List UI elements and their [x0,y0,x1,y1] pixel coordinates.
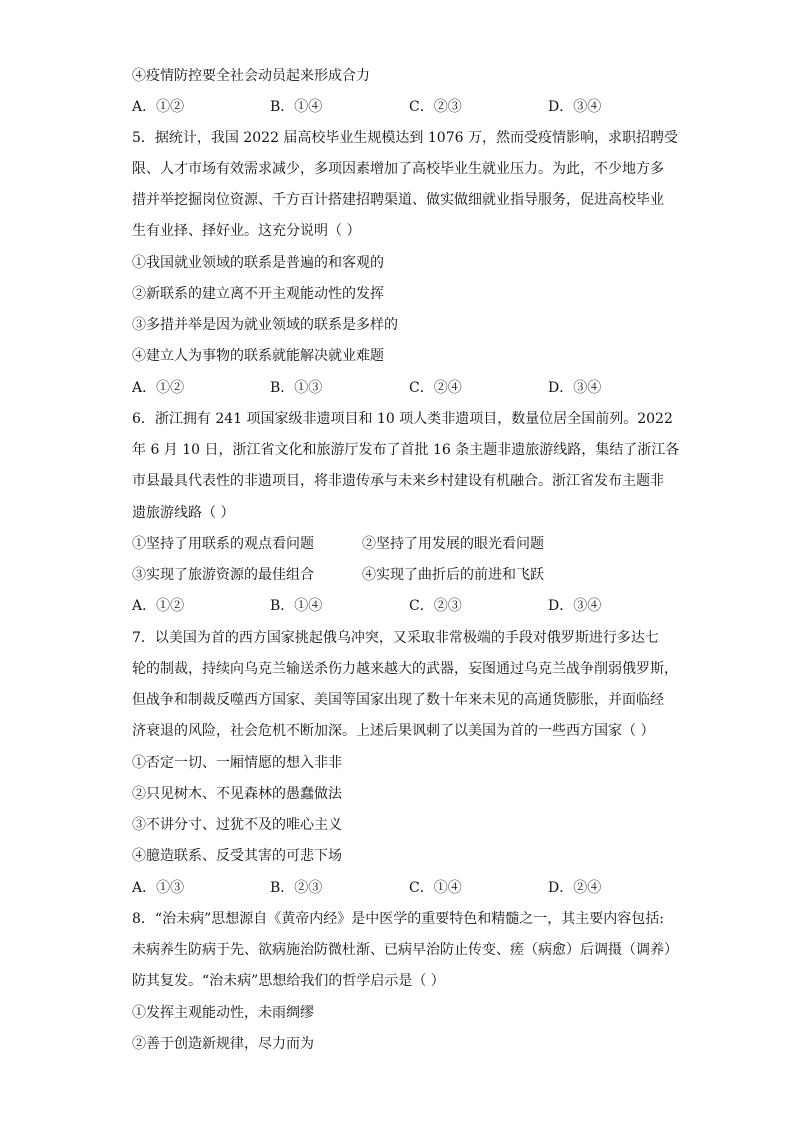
q7-item-2: ②只见树木、不见森林的愚蠢做法 [132,786,342,802]
q7-stem-line-3: 但战争和制裁反噬西方国家、美国等国家出现了数十年来未见的高通货膨胀，并面临经 [132,692,664,708]
q6-stem-line-2: 年 6 月 10 日，浙江省文化和旅游厅发布了首批 16 条主题非遗旅游线路，集结了浙江各 [132,442,680,458]
q7-option-b: B．②③ [270,880,323,896]
q6-item-1: ①坚持了用联系的观点看问题 [132,536,314,552]
q4-option-c: C．②③ [409,99,462,115]
q6-items-row-2 [132,565,672,585]
q5-option-c: C．②④ [409,380,462,396]
q7-item-1: ①否定一切、一厢情愿的想入非非 [132,755,342,771]
q4-options [132,97,672,117]
q8-stem-line-2: 未病养生防病于先、欲病施治防微杜渐、已病早治防止传变、瘥（病愈）后调摄（调养） [132,942,678,958]
q6-stem-line-3: 市县最具代表性的非遗项目，将非遗传承与未来乡村建设有机融合。浙江省发布主题非 [132,473,664,489]
q8-item-1: ①发挥主观能动性，未雨绸缪 [132,1005,314,1021]
q4-option-d: D．③④ [548,99,602,115]
q6-stem-line-1: 6．浙江拥有 241 项国家级非遗项目和 10 项人类非遗项目，数量位居全国前列。2022 [132,411,673,427]
q7-option-a: A．①③ [132,880,185,896]
q7-option-d: D．②④ [548,880,602,896]
q5-item-2: ②新联系的建立离不开主观能动性的发挥 [132,286,384,302]
q5-item-1: ①我国就业领域的联系是普遍的和客观的 [132,255,384,271]
q6-item-4: ④实现了曲折后的前进和飞跃 [362,567,544,583]
q6-option-d: D．③④ [548,598,602,614]
q5-stem-line-4: 生有业择、择好业。这充分说明（ ） [132,223,361,239]
q7-options [132,878,672,898]
q6-option-b: B．①④ [270,598,323,614]
q5-option-d: D．③④ [548,380,602,396]
q7-stem-line-4: 济衰退的风险，社会危机不断加深。上述后果讽刺了以美国为首的一些西方国家（ ） [132,723,655,739]
q5-stem-line-3: 措并举挖掘岗位资源、千方百计搭建招聘渠道、做实做细就业指导服务，促进高校毕业 [132,192,664,208]
q6-option-c: C．②③ [409,598,462,614]
q4-item-4: ④疫情防控要全社会动员起来形成合力 [132,68,370,84]
q6-options [132,596,672,616]
q5-option-a: A．①② [132,380,185,396]
q7-item-3: ③不讲分寸、过犹不及的唯心主义 [132,817,342,833]
q5-item-3: ③多措并举是因为就业领域的联系是多样的 [132,317,398,333]
q8-stem-line-3: 防其复发。“治未病”思想给我们的哲学启示是（ ） [132,973,445,989]
q8-item-2: ②善于创造新规律，尽力而为 [132,1036,314,1052]
q4-option-a: A．①② [132,99,185,115]
q5-options [132,378,672,398]
q6-items-row-1 [132,534,672,554]
q6-stem-line-4: 遗旅游线路（ ） [132,505,235,521]
q7-item-4: ④臆造联系、反受其害的可悲下场 [132,848,342,864]
q5-option-b: B．①③ [270,380,323,396]
q6-item-3: ③实现了旅游资源的最佳组合 [132,567,314,583]
q6-item-2: ②坚持了用发展的眼光看问题 [362,536,544,552]
q5-item-4: ④建立人为事物的联系就能解决就业难题 [132,348,384,364]
q7-option-c: C．①④ [409,880,462,896]
q7-stem-line-1: 7．以美国为首的西方国家挑起俄乌冲突，又采取非常极端的手段对俄罗斯进行多达七 [132,630,659,646]
q8-stem-line-1: 8．“治未病”思想源自《黄帝内经》是中医学的重要特色和精髓之一，其主要内容包括: [132,911,664,927]
q5-stem-line-2: 限、人才市场有效需求减少，多项因素增加了高校毕业生就业压力。为此，不少地方多 [132,161,664,177]
q4-option-b: B．①④ [270,99,323,115]
q6-option-a: A．①② [132,598,185,614]
q7-stem-line-2: 轮的制裁，持续向乌克兰输送杀伤力越来越大的武器，妄图通过乌克兰战争削弱俄罗斯， [132,661,678,677]
q5-stem-line-1: 5．据统计，我国 2022 届高校毕业生规模达到 1076 万，然而受疫情影响，求职招聘受 [132,130,678,146]
